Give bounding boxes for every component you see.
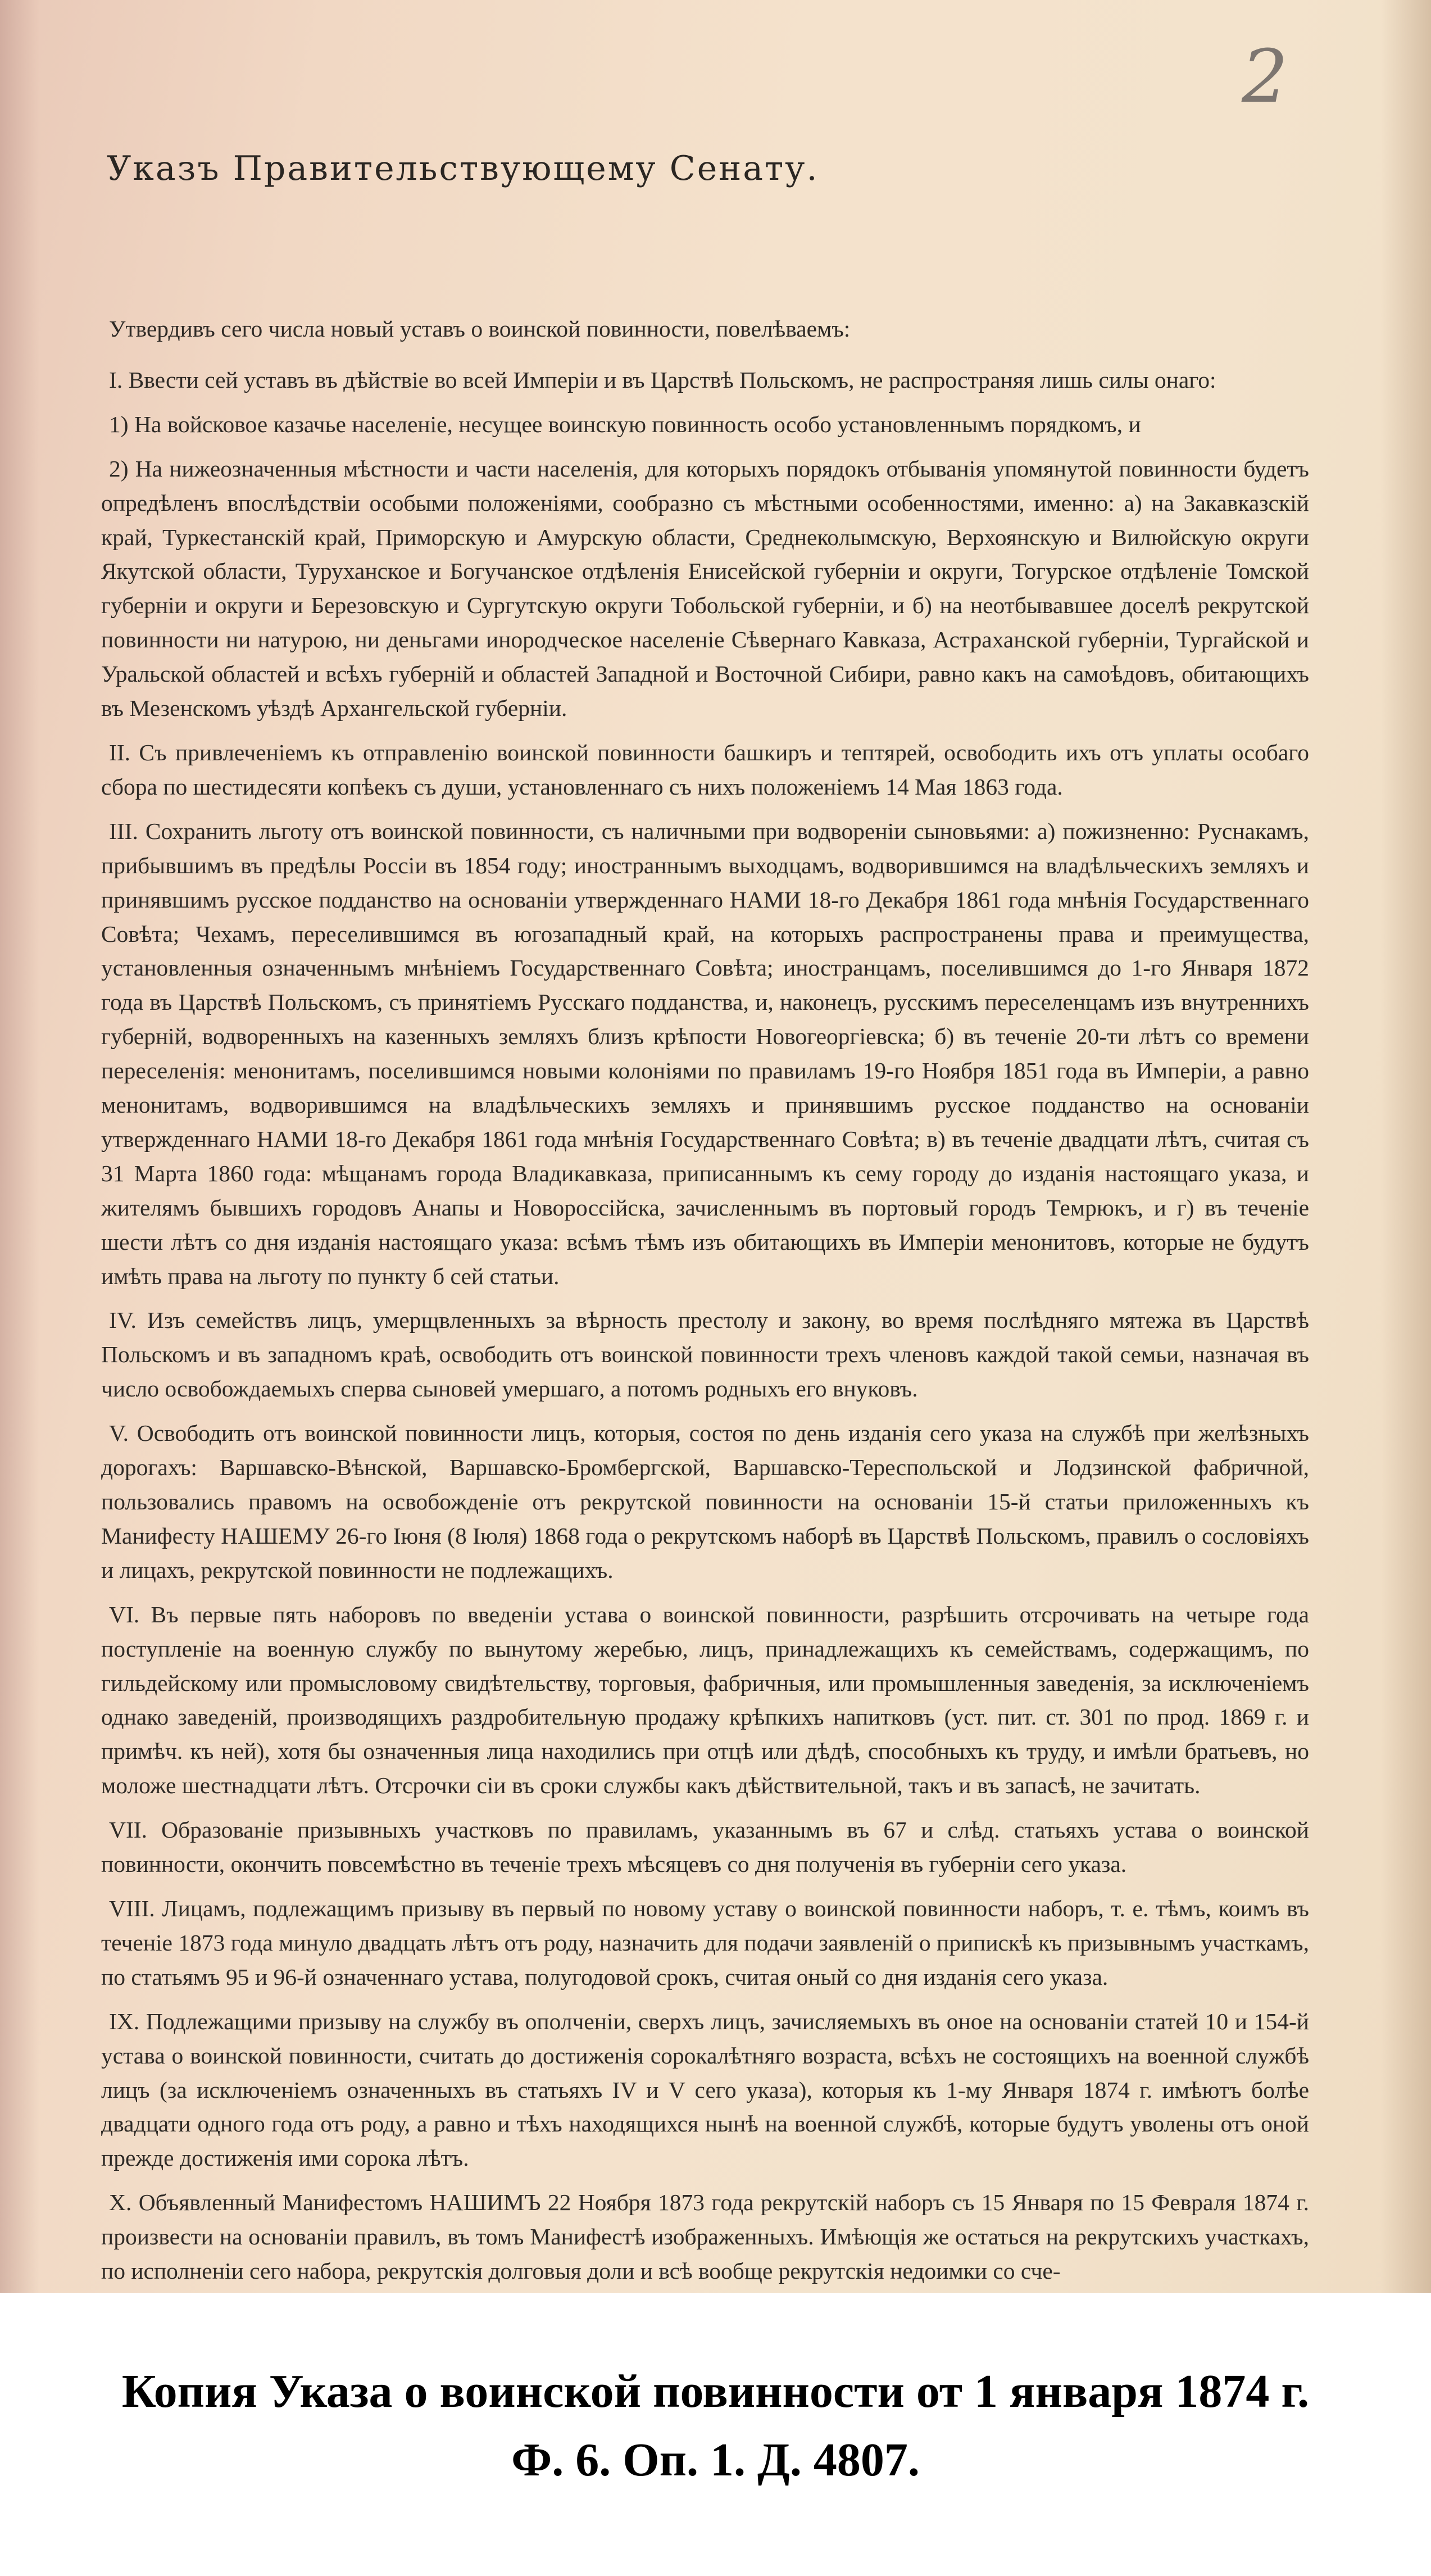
paragraph-8: VIII. Лицамъ, подлежащимъ призыву въ первый по новому уставу о воинской повинности наборъ, т. е. тѣмъ, коимъ въ теченіе 1873 года минуло двадцать лѣтъ отъ роду, назначить для подачи заявленій о припискѣ къ призывнымъ участкамъ, по статьямъ 95 и 96-й означеннаго устава, полугодовой срокъ, считая оный со дня изданія сего указа. (101, 1895, 1309, 1990)
document-title: Указъ Правительствующему Сенату. (107, 149, 819, 188)
archive-page-number: 2 (1242, 34, 1288, 119)
caption-title: Копия Указа о воинской повинности от 1 января 1874 г. (121, 2365, 1310, 2418)
paragraph-6: VI. Въ первые пять наборовъ по введеніи устава о воинской повинности, разрѣшить отсрочивать на четыре года поступленіе на военную службу по вынутому жеребью, лицъ, принадлежащихъ къ семействамъ, содержащимъ, по гильдейскому или промысловому свидѣтельству, торговыя, фабричныя, или промышленныя заведенія, за исключеніемъ однако заведеній, производящихъ раздробительную продажу крѣпкихъ напитковъ (уст. пит. ст. 301 по прод. 1869 г. и примѣч. къ ней), хотя бы означенныя лица находились при отцѣ или дѣдѣ, способныхъ къ труду, и имѣли братьевъ, но моложе шестнадцати лѣтъ. Отсрочки сіи въ сроки службы какъ дѣйствительной, такъ и въ запасѣ, не зачитать. (101, 1601, 1309, 1799)
paragraph-10: X. Объявленный Манифестомъ НАШИМЪ 22 Ноября 1873 года рекрутскій наборъ съ 15 Января по 15 Февраля 1874 г. произвести на основаніи правилъ, въ томъ Манифестѣ изображенныхъ. Имѣющія же остаться на рекрутскихъ участкахъ, по исполненіи сего набора, рекрутскія долговыя доли и всѣ вообще рекрутскія недоимки со сче- (101, 2189, 1309, 2284)
paper-edge-left (0, 0, 39, 2293)
document-body (101, 312, 1309, 2293)
paragraph-5: V. Освободить отъ воинской повинности лицъ, которыя, состоя по день изданія сего указа на службѣ при желѣзныхъ дорогахъ: Варшавско-Вѣнской, Варшавско-Бромбергской, Варшавско-Тереспольской и Лодзинской фабричной, пользовались правомъ на освобожденіе отъ рекрутской повинности на основаніи 15-й статьи приложенныхъ къ Манифесту НАШЕМУ 26-го Іюня (8 Іюля) 1868 года о рекрутскомъ наборѣ въ Царствѣ Польскомъ, правилъ о сословіяхъ и лицахъ, рекрутской повинности не подлежащихъ. (101, 1420, 1309, 1583)
paragraph-2: II. Съ привлеченіемъ къ отправленію воинской повинности башкиръ и тептярей, освободить ихъ отъ уплаты особаго сбора по шестидесяти копѣекъ съ души, установленнаго съ нихъ положеніемъ 14 Мая 1863 года. (101, 739, 1309, 800)
paragraph-4: IV. Изъ семействъ лицъ, умерщвленныхъ за вѣрность престолу и закону, во время послѣдняго мятежа въ Царствѣ Польскомъ и въ западномъ краѣ, освободить отъ воинской повинности трехъ членовъ каждой такой семьи, назначая въ число освобождаемыхъ сперва сыновей умершаго, а потомъ родныхъ его внуковъ. (101, 1307, 1309, 1402)
caption-reference: Ф. 6. Оп. 1. Д. 4807. (511, 2434, 920, 2486)
paragraph-9: IX. Подлежащими призыву на службу въ ополченіи, сверхъ лицъ, зачисляемыхъ въ оное на основаніи статей 10 и 154-й устава о воинской повинности, считать до достиженія сорокалѣтняго возраста, всѣхъ не состоящихъ на военной службѣ лицъ (за исключеніемъ означенныхъ въ статьяхъ IV и V сего указа), которыя къ 1-му Января 1874 г. имѣютъ болѣе двадцати одного года отъ роду, а равно и тѣхъ находящихся нынѣ на военной службѣ, которые будутъ уволены отъ оной прежде достиженія ими сорока лѣтъ. (101, 2008, 1309, 2171)
paragraph-7: VII. Образованіе призывныхъ участковъ по правиламъ, указаннымъ въ 67 и слѣд. статьяхъ устава о воинской повинности, окончить повсемѣстно въ теченіе трехъ мѣсяцевъ со дня полученія въ губерніи сего указа. (101, 1817, 1309, 1877)
intro-line: Утвердивъ сего числа новый уставъ о воинской повинности, повелѣваемъ: (109, 316, 851, 342)
paper-edge-right (1380, 0, 1431, 2293)
paragraph-1-item-1: 1) На войсковое казачье населеніе, несущее воинскую повинность особо установленнымъ порядкомъ, и (109, 411, 1141, 437)
archive-caption (0, 2357, 1431, 2495)
paragraph-3: III. Сохранить льготу отъ воинской повинности, съ наличными при водвореніи сыновьями: а) пожизненно: Руснакамъ, прибывшимъ въ предѣлы Россіи въ 1854 году; иностраннымъ выходцамъ, водворившимся на владѣльческихъ земляхъ и принявшимъ русское подданство на основаніи утвержденнаго НАМИ 18-го Декабря 1861 года мнѣнія Государственнаго Совѣта; Чехамъ, переселившимся въ югозападный край, на которыхъ распространены права и преимущества, установленныя означеннымъ мнѣніемъ Государственнаго Совѣта; иностранцамъ, поселившимся до 1-го Января 1872 года въ Царствѣ Польскомъ, съ принятіемъ Русскаго подданства, и, наконецъ, русскимъ переселенцамъ изъ внутреннихъ губерній, водворенныхъ на казенныхъ земляхъ близъ крѣпости Новогеоргіевска; б) въ теченіе 20-ти лѣтъ со времени переселенія: менонитамъ, поселившимся новыми колоніями по правиламъ 19-го Ноября 1851 года въ Имперіи, а равно менонитамъ, водворившимся на владѣльческихъ земляхъ и принявшимъ русское подданство на основаніи утвержденнаго НАМИ 18-го Декабря 1861 года мнѣнія Государственнаго Совѣта; в) въ теченіе двадцати лѣтъ, считая съ 31 Марта 1860 года: мѣщанамъ города Владикавказа, приписаннымъ къ сему городу до изданія настоящаго указа, и жителямъ бывшихъ городовъ Анапы и Новороссійска, зачисленнымъ въ портовый городъ Темрюкъ, и г) въ теченіе шести лѣтъ со дня изданія настоящаго указа: всѣмъ тѣмъ изъ обитающихъ въ Имперіи менонитовъ, которые не будутъ имѣть права на льготу по пункту б сей статьи. (101, 818, 1309, 1289)
paragraph-1: I. Ввести сей уставъ въ дѣйствіе во всей Имперіи и въ Царствѣ Польскомъ, не распространяя лишь силы онаго: (109, 366, 1216, 393)
paragraph-1-item-2: 2) На нижеозначенныя мѣстности и части населенія, для которыхъ порядокъ отбыванія упомянутой повинности будетъ опредѣленъ впослѣдствіи особыми положеніями, сообразно съ мѣстными особенностями, именно: а) на Закавказскій край, Туркестанскій край, Приморскую и Амурскую области, Среднеколымскую, Верхоянскую и Вилюйскую округи Якутской области, Туруханское и Богучанское отдѣленія Енисейской губерніи и округи, Тогурское отдѣленіе Томской губерніи и округи и Березовскую и Сургутскую округи Тобольской губерніи, и б) на неотбывавшее доселѣ рекрутской повинности ни натурою, ни деньгами инородческое населеніе Сѣвернаго Кавказа, Астраханской губерніи, Тургайской и Уральской областей и всѣхъ губерній и областей Западной и Восточной Сибири, равно какъ на самоѣдовъ, обитающихъ въ Мезенскомъ уѣздѣ Архангельской губерніи. (101, 455, 1309, 722)
